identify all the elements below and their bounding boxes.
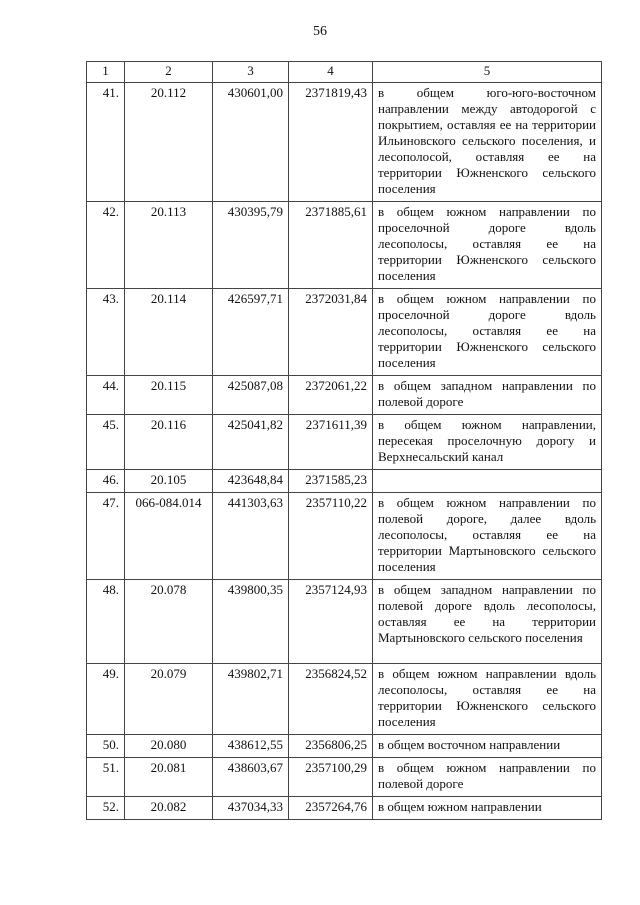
table-row — [87, 758, 602, 797]
row-number-cell: 45. — [87, 415, 125, 470]
direction-description-cell: в общем южном направлении по проселочной дороге вдоль лесополосы, оставляя ее на территории Южненского сельского поселения — [373, 289, 602, 376]
point-code-cell: 20.079 — [125, 664, 213, 735]
x-coordinate-cell: 441303,63 — [213, 493, 289, 580]
column-header: 3 — [213, 62, 289, 83]
y-coordinate-cell: 2371819,43 — [289, 83, 373, 202]
row-number-cell: 44. — [87, 376, 125, 415]
table-row — [87, 493, 602, 580]
point-code-cell: 20.081 — [125, 758, 213, 797]
x-coordinate-cell: 425087,08 — [213, 376, 289, 415]
table-row — [87, 202, 602, 289]
x-coordinate-cell: 423648,84 — [213, 470, 289, 493]
direction-description-cell — [373, 470, 602, 493]
direction-description-cell: в общем южном направлении по полевой дороге — [373, 758, 602, 797]
table-row — [87, 470, 602, 493]
point-code-cell: 20.112 — [125, 83, 213, 202]
direction-description-cell: в общем южном направлении вдоль лесополосы, оставляя ее на территории Южненского сельского поселения — [373, 664, 602, 735]
x-coordinate-cell: 437034,33 — [213, 797, 289, 820]
point-code-cell: 20.105 — [125, 470, 213, 493]
x-coordinate-cell: 430395,79 — [213, 202, 289, 289]
x-coordinate-cell: 438603,67 — [213, 758, 289, 797]
direction-description-cell: в общем южном направлении, пересекая проселочную дорогу и Верхнесальский канал — [373, 415, 602, 470]
table-header-row — [87, 62, 602, 83]
row-number-cell: 43. — [87, 289, 125, 376]
row-number-cell: 42. — [87, 202, 125, 289]
point-code-cell: 20.115 — [125, 376, 213, 415]
y-coordinate-cell: 2356824,52 — [289, 664, 373, 735]
row-number-cell: 46. — [87, 470, 125, 493]
table-row — [87, 664, 602, 735]
page-number: 56 — [313, 24, 327, 39]
row-number-cell: 50. — [87, 735, 125, 758]
point-code-cell: 20.080 — [125, 735, 213, 758]
y-coordinate-cell: 2357100,29 — [289, 758, 373, 797]
x-coordinate-cell: 426597,71 — [213, 289, 289, 376]
y-coordinate-cell: 2371611,39 — [289, 415, 373, 470]
table-row — [87, 735, 602, 758]
y-coordinate-cell: 2371885,61 — [289, 202, 373, 289]
x-coordinate-cell: 425041,82 — [213, 415, 289, 470]
column-header: 4 — [289, 62, 373, 83]
row-number-cell: 52. — [87, 797, 125, 820]
table-row — [87, 797, 602, 820]
column-header: 1 — [87, 62, 125, 83]
table-row — [87, 376, 602, 415]
point-code-cell: 20.113 — [125, 202, 213, 289]
x-coordinate-cell: 439800,35 — [213, 580, 289, 664]
x-coordinate-cell: 439802,71 — [213, 664, 289, 735]
row-number-cell: 49. — [87, 664, 125, 735]
y-coordinate-cell: 2372031,84 — [289, 289, 373, 376]
y-coordinate-cell: 2372061,22 — [289, 376, 373, 415]
direction-description-cell: в общем западном направлении по полевой дороге — [373, 376, 602, 415]
table-row — [87, 415, 602, 470]
row-number-cell: 51. — [87, 758, 125, 797]
y-coordinate-cell: 2371585,23 — [289, 470, 373, 493]
point-code-cell: 20.082 — [125, 797, 213, 820]
row-number-cell: 47. — [87, 493, 125, 580]
direction-description-cell: в общем восточном направлении — [373, 735, 602, 758]
column-header: 2 — [125, 62, 213, 83]
y-coordinate-cell: 2357110,22 — [289, 493, 373, 580]
table-row — [87, 580, 602, 664]
point-code-cell: 20.116 — [125, 415, 213, 470]
point-code-cell: 20.114 — [125, 289, 213, 376]
column-header: 5 — [373, 62, 602, 83]
point-code-cell: 066-084.014 — [125, 493, 213, 580]
y-coordinate-cell: 2356806,25 — [289, 735, 373, 758]
boundary-table — [86, 61, 602, 820]
direction-description-cell: в общем юго-юго-восточном направлении между автодорогой с покрытием, оставляя ее на территории Ильиновского сельского поселения, и лесополосой, оставляя ее на территории Южненского сельского поселения — [373, 83, 602, 202]
x-coordinate-cell: 430601,00 — [213, 83, 289, 202]
point-code-cell: 20.078 — [125, 580, 213, 664]
table-row — [87, 83, 602, 202]
row-number-cell: 48. — [87, 580, 125, 664]
y-coordinate-cell: 2357124,93 — [289, 580, 373, 664]
direction-description-cell: в общем южном направлении по полевой дороге, далее вдоль лесополосы, оставляя ее на территории Мартыновского сельского поселения — [373, 493, 602, 580]
table-row — [87, 289, 602, 376]
direction-description-cell: в общем южном направлении по проселочной дороге вдоль лесополосы, оставляя ее на территории Южненского сельского поселения — [373, 202, 602, 289]
direction-description-cell: в общем западном направлении по полевой дороге вдоль лесополосы, оставляя ее на территории Мартыновского сельского поселения — [373, 580, 602, 664]
x-coordinate-cell: 438612,55 — [213, 735, 289, 758]
row-number-cell: 41. — [87, 83, 125, 202]
y-coordinate-cell: 2357264,76 — [289, 797, 373, 820]
direction-description-cell: в общем южном направлении — [373, 797, 602, 820]
